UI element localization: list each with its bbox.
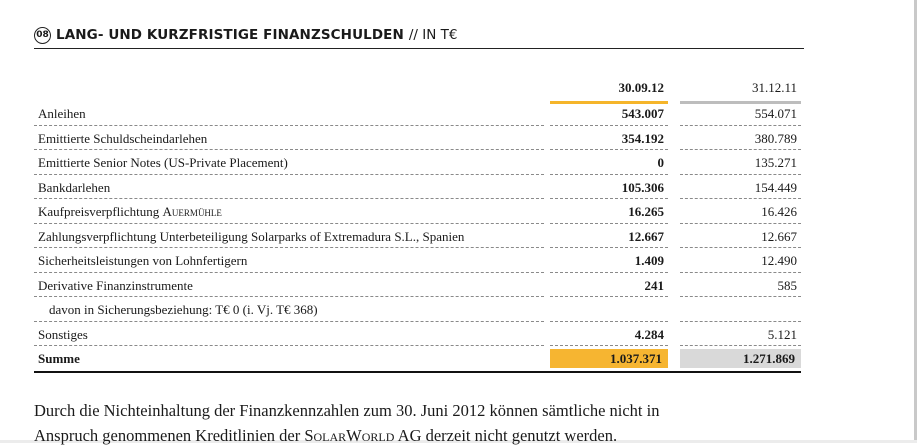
row-label: Sonstiges	[38, 326, 88, 342]
value-2011: 135.271	[754, 155, 797, 170]
company-name: SolarWorld	[304, 426, 395, 445]
paragraph-line-2-start: Anspruch genommenen Kreditlinien der	[34, 426, 305, 445]
table-row	[34, 322, 804, 347]
value-2011: 154.449	[754, 179, 797, 195]
value-2011: 12.490	[761, 253, 797, 268]
section-unit: // IN T€	[408, 27, 458, 43]
row-label: Emittierte Schuldscheindarlehen	[38, 130, 208, 146]
value-2012: 241	[644, 277, 664, 293]
row-label: davon in Sicherungsbeziehung: T€ 0 (i. Vj. T€ 368)	[49, 302, 318, 317]
value-2012: 4.284	[634, 326, 664, 342]
table-row	[34, 224, 804, 249]
value-2011: 16.426	[761, 204, 797, 219]
table-row-sub	[34, 297, 804, 322]
value-2012: 354.192	[621, 130, 664, 146]
table-row	[34, 273, 804, 298]
row-label: Bankdarlehen	[38, 179, 111, 195]
table-row	[34, 175, 804, 200]
value-2012: 1.409	[634, 253, 664, 268]
row-label	[38, 204, 538, 220]
row-label-prefix: Kaufpreisverpflichtung	[38, 204, 163, 219]
table-sum-row	[34, 346, 804, 371]
value-2012: 543.007	[621, 106, 664, 121]
table-row	[34, 150, 804, 175]
sum-label: Summe	[38, 351, 80, 366]
body-paragraph	[34, 398, 894, 448]
value-2012: 0	[657, 155, 664, 170]
value-2012: 12.667	[628, 228, 664, 244]
row-label: Zahlungsverpflichtung Unterbeteiligung Solarparks of Extremadura S.L., Spanien	[38, 228, 465, 244]
sum-value-2012: 1.037.371	[610, 351, 662, 366]
value-2011: 380.789	[754, 130, 797, 146]
section-heading	[34, 26, 804, 49]
section-number-badge: 08	[34, 27, 51, 44]
paragraph-line-2	[34, 423, 894, 448]
value-2011: 12.667	[761, 228, 797, 244]
row-label: Anleihen	[38, 106, 86, 121]
column-header-2012: 30.09.12	[618, 80, 664, 95]
financial-debt-table	[34, 101, 804, 371]
row-label: Sicherheitsleistungen von Lohnfertigern	[38, 253, 248, 268]
section-title: LANG- UND KURZFRISTIGE FINANZSCHULDEN	[56, 27, 404, 43]
table-row	[34, 248, 804, 273]
row-label-company: Auermühle	[162, 204, 222, 219]
value-2011: 554.071	[754, 106, 797, 121]
paragraph-line-1: Durch die Nichteinhaltung der Finanzkennzahlen zum 30. Juni 2012 können sämtliche nicht in	[34, 401, 660, 420]
table-row	[34, 199, 804, 224]
value-2012: 105.306	[621, 179, 664, 195]
column-header-2011: 31.12.11	[751, 80, 797, 95]
paragraph-line-2-end: AG derzeit nicht genutzt werden.	[394, 426, 618, 445]
value-2011: 585	[777, 277, 797, 293]
value-2012: 16.265	[628, 204, 664, 219]
sum-value-2011: 1.271.869	[743, 351, 795, 366]
row-label: Derivative Finanzinstrumente	[38, 277, 193, 293]
row-label: Emittierte Senior Notes (US-Private Placement)	[38, 155, 288, 170]
table-row	[34, 101, 804, 126]
value-2011: 5.121	[767, 326, 797, 342]
table-row	[34, 126, 804, 151]
